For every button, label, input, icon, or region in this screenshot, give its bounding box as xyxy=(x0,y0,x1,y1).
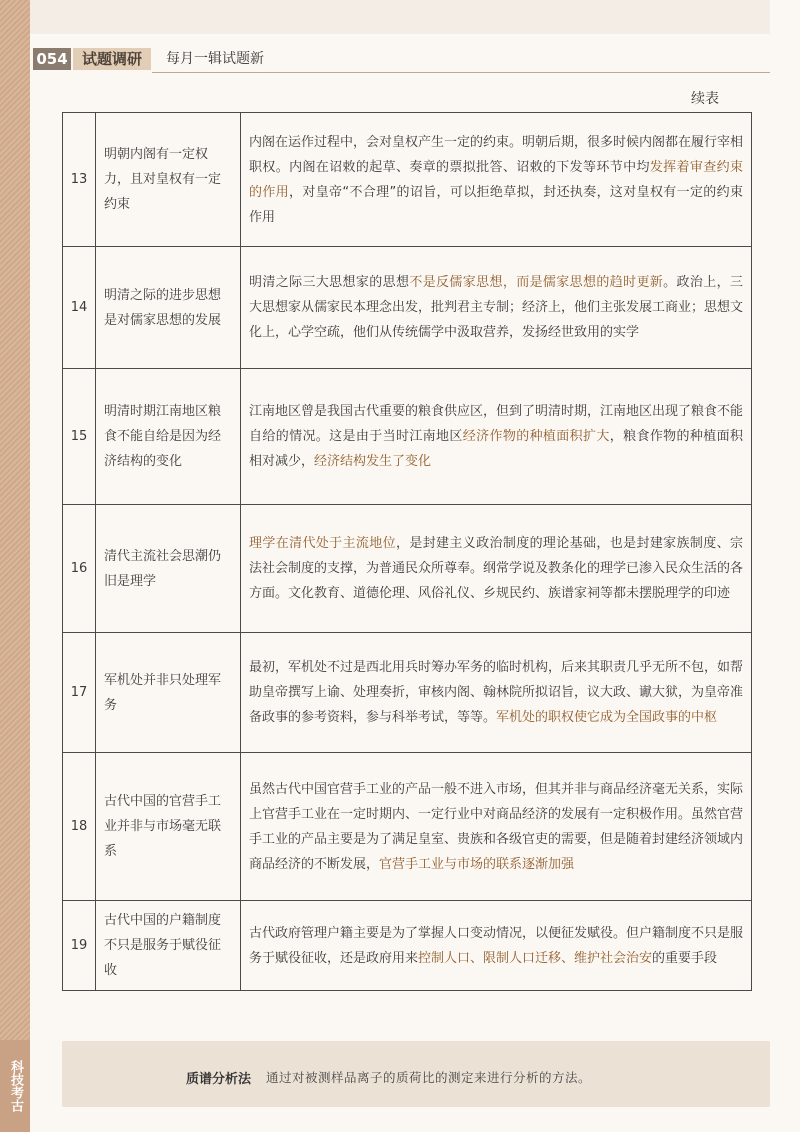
knowledge-table xyxy=(62,112,752,991)
row-detail xyxy=(241,633,752,753)
table-row xyxy=(63,901,752,991)
highlighted-text: 控制人口、限制人口迁移、维护社会治安 xyxy=(418,950,653,966)
detail-text: ，对皇帝“不合理”的诏旨，可以拒绝草拟，封还执奏，这对皇权有一定的约束作用 xyxy=(249,184,743,225)
row-detail xyxy=(241,247,752,369)
table-row xyxy=(63,369,752,505)
table-row xyxy=(63,753,752,901)
highlighted-text: 经济作物的种植面积扩大 xyxy=(462,429,610,444)
row-number: 16 xyxy=(63,505,96,633)
row-number: 14 xyxy=(63,247,96,369)
row-topic: 明清时期江南地区粮食不能自给是因为经济结构的变化 xyxy=(96,369,241,505)
highlighted-text: 发挥着审查约束的作用 xyxy=(249,159,743,200)
detail-text: ，粮食作物的种植面积相对减少， xyxy=(249,429,743,469)
row-number: 13 xyxy=(63,113,96,247)
highlighted-text: 军机处的职权使它成为全国政事的中枢 xyxy=(496,710,718,725)
glossary-definition: 通过对被测样品离子的质荷比的测定来进行分析的方法。 xyxy=(266,1070,592,1085)
detail-text: 虽然古代中国官营手工业的产品一般不进入市场，但其并非与商品经济毫无关系，实际上官营手工业在一定时期内、一定行业中对商品经济的发展有一定积极作用。虽然官营手工业的产品主要是为了满足皇室、贵族和各级官吏的需要，但是随着封建经济领域内商品经济的不断发展， xyxy=(249,781,744,872)
row-detail xyxy=(241,753,752,901)
row-number: 17 xyxy=(63,633,96,753)
detail-text: 。政治上，三大思想家从儒家民本理念出发，批判君主专制；经济上，他们主张发展工商业；思想文化上，心学空疏，他们从传统儒学中汲取营养，发扬经世致用的实学 xyxy=(249,275,744,340)
highlighted-text: 官营手工业与市场的联系逐渐加强 xyxy=(379,856,575,872)
detail-text: 明清之际三大思想家的思想 xyxy=(249,275,410,290)
row-detail xyxy=(241,901,752,991)
continued-table-label: 续表 xyxy=(691,91,719,107)
page-number: 054 xyxy=(33,48,71,70)
side-category-tag: 科技考古 xyxy=(8,1060,23,1112)
page-subtitle: 每月一辑试题新 xyxy=(166,51,264,67)
row-detail xyxy=(241,113,752,247)
row-topic: 明清之际的进步思想是对儒家思想的发展 xyxy=(96,247,241,369)
highlighted-text: 理学在清代处于主流地位 xyxy=(249,536,396,551)
header-divider xyxy=(152,72,770,73)
row-detail xyxy=(241,505,752,633)
detail-text: 最初，军机处不过是西北用兵时筹办军务的临时机构，后来其职责几乎无所不包，如帮助皇帝撰写上谕、处理奏折，审核内阁、翰林院所拟诏旨，议大政、谳大狱，为皇帝准备政事的参考资料，参与科举考试，等等。 xyxy=(249,660,744,725)
highlighted-text: 不是反儒家思想，而是儒家思想的趋时更新 xyxy=(409,275,664,290)
table-row xyxy=(63,247,752,369)
detail-text: ，是封建主义政治制度的理论基础，也是封建家族制度、宗法社会制度的支撑，为普通民众所尊奉。纲常学说及教条化的理学已渗入民众生活的各方面。文化教育、道德伦理、风俗礼仪、乡规民约、族谱家祠等都未摆脱理学的印迹 xyxy=(249,536,744,601)
row-topic: 古代中国的官营手工业并非与市场毫无联系 xyxy=(96,753,241,901)
row-topic: 古代中国的户籍制度不只是服务于赋役征收 xyxy=(96,901,241,991)
table-row xyxy=(63,633,752,753)
row-topic: 清代主流社会思潮仍旧是理学 xyxy=(96,505,241,633)
glossary-term: 质谱分析法 xyxy=(186,1072,252,1087)
left-decorative-band xyxy=(0,0,30,1132)
detail-text: 的重要手段 xyxy=(652,950,718,966)
row-number: 18 xyxy=(63,753,96,901)
table-row xyxy=(63,505,752,633)
row-topic: 明朝内阁有一定权力，且对皇权有一定约束 xyxy=(96,113,241,247)
highlighted-text: 经济结构发生了变化 xyxy=(314,454,432,469)
header-strip xyxy=(30,0,770,34)
row-number: 19 xyxy=(63,901,96,991)
column-title: 试题调研 xyxy=(73,48,151,70)
row-number: 15 xyxy=(63,369,96,505)
table-row xyxy=(63,113,752,247)
row-topic: 军机处并非只处理军务 xyxy=(96,633,241,753)
detail-text: 古代政府管理户籍主要是为了掌握人口变动情况，以便征发赋役。但户籍制度不只是服务于赋役征收，还是政府用来 xyxy=(249,925,744,966)
detail-text: 江南地区曾是我国古代重要的粮食供应区，但到了明清时期，江南地区出现了粮食不能自给的情况。这是由于当时江南地区 xyxy=(249,404,744,444)
detail-text: 内阁在运作过程中，会对皇权产生一定的约束。明朝后期，很多时候内阁都在履行宰相职权。内阁在诏敕的起草、奏章的票拟批答、诏敕的下发等环节中均 xyxy=(249,134,744,175)
row-detail xyxy=(241,369,752,505)
